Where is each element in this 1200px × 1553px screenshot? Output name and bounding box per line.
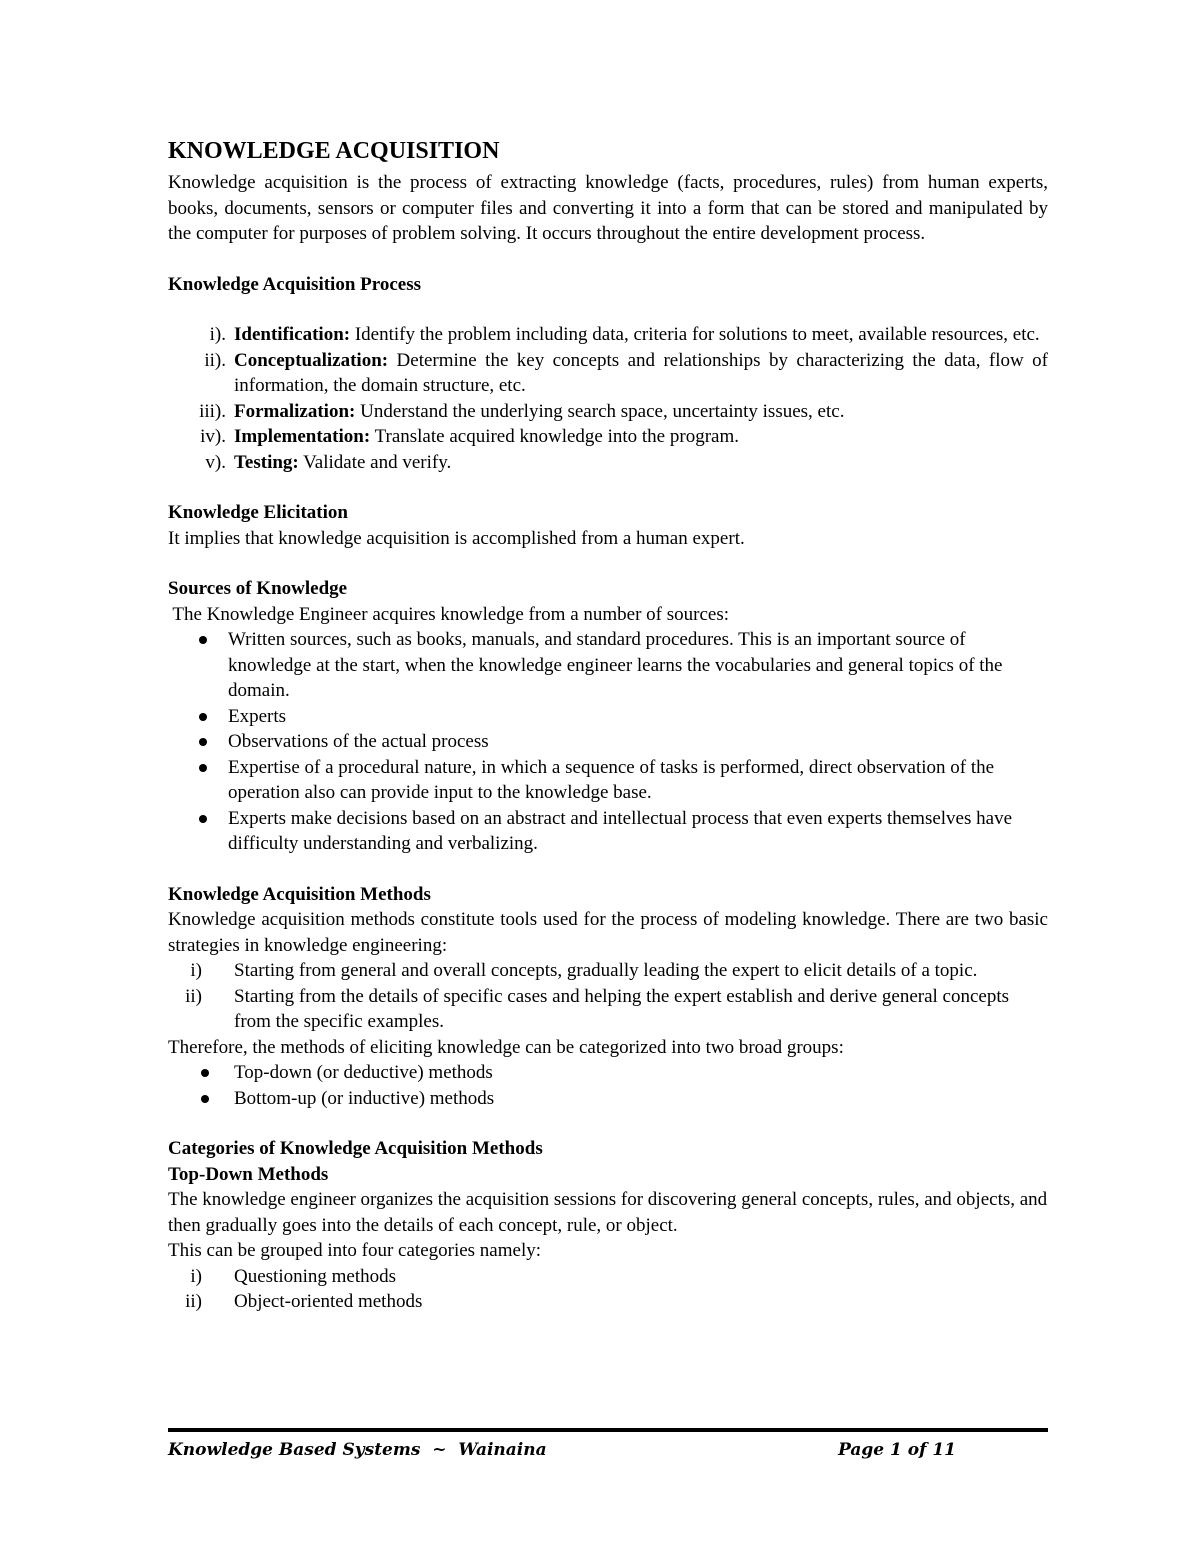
process-step [168,424,1048,450]
bullet-icon [199,636,207,644]
strategies-list [168,958,1048,1035]
process-step [168,399,1048,425]
list-item-text: Expertise of a procedural nature, in which a sequence of tasks is performed, direct observation of the operation also can provide input to the knowledge base. [228,756,995,803]
process-steps-list [168,322,1048,475]
methods-heading: Knowledge Acquisition Methods [168,883,431,905]
top-down-heading: Top-Down Methods [168,1163,329,1185]
list-item-text: Questioning methods [234,1265,397,1287]
list-item [168,1060,1048,1086]
intro-paragraph: Knowledge acquisition is the process of extracting knowledge (facts, procedures, rules) from human experts, books, documents, sensors or computer files and converting it into a form that can be stored and manipulated by the computer for purposes of problem solving. It occurs throughout the entire development process. [168,172,1048,244]
sources-intro: The Knowledge Engineer acquires knowledge from a number of sources: [168,603,730,625]
top-down-grouped: This can be grouped into four categories namely: [168,1240,542,1261]
list-item-text: Experts make decisions based on an abstract and intellectual process that even experts themselves have difficulty understanding and verbalizing. [228,807,1013,854]
bullet-icon [199,815,207,823]
top-down-text: The knowledge engineer organizes the acquisition sessions for discovering general concepts, rules, and objects, and then gradually goes into the details of each concept, rule, or object. [168,1189,1048,1236]
step-text: Determine the key concepts and relationships by characterizing the data, flow of information, the domain structure, etc. [234,349,1048,396]
sources-heading: Sources of Knowledge [168,578,348,599]
list-item [168,806,1048,857]
elicitation-text: It implies that knowledge acquisition is accomplished from a human expert. [168,527,745,549]
methods-intro: Knowledge acquisition methods constitute tools used for the process of modeling knowledge. There are two basic strategies in knowledge engineering: [168,909,1048,956]
methods-therefore: Therefore, the methods of eliciting knowledge can be categorized into two broad groups: [168,1036,844,1058]
list-item [168,1264,1048,1290]
list-item-text: Starting from the details of specific cases and helping the expert establish and derive general concepts from the specific examples. [234,985,1010,1032]
step-marker: i). [209,324,226,345]
step-term: Implementation: [234,426,371,447]
process-step [168,348,1048,399]
groups-list [168,1060,1048,1111]
step-marker: iii). [199,400,226,422]
document-page [168,136,1048,1315]
step-text: Identify the problem including data, criteria for solutions to meet, available resources, etc. [350,324,1040,345]
item-marker: ii) [185,985,202,1007]
footer-left-text: Knowledge Based Systems ~ Wainaina [168,1440,547,1460]
list-item-text: Observations of the actual process [228,731,489,752]
process-step [168,450,1048,476]
list-item-text: Bottom-up (or inductive) methods [234,1087,495,1109]
list-item-text: Starting from general and overall concepts, gradually leading the expert to elicit details of a topic. [234,960,978,981]
step-term: Conceptualization: [234,349,389,371]
bullet-icon [199,738,207,746]
step-term: Testing: [234,451,299,473]
step-term: Formalization: [234,400,356,422]
list-item-text: Experts [228,705,287,727]
elicitation-heading: Knowledge Elicitation [168,502,348,523]
step-text: Translate acquired knowledge into the program. [370,426,739,447]
bullet-icon [201,1069,209,1077]
list-item [168,627,1048,704]
footer-rule [168,1428,1048,1432]
bullet-icon [199,764,207,772]
process-step [168,322,1048,348]
bullet-icon [199,713,207,721]
process-heading: Knowledge Acquisition Process [168,273,421,295]
page-number: Page 1 of 11 [838,1440,956,1460]
sources-list [168,627,1048,857]
step-text: Understand the underlying search space, uncertainty issues, etc. [355,400,845,422]
bullet-icon [201,1095,209,1103]
page-title: KNOWLEDGE ACQUISITION [168,138,500,164]
categories-list [168,1264,1048,1315]
list-item [168,729,1048,755]
list-item-text: Top-down (or deductive) methods [234,1062,493,1083]
item-marker: ii) [185,1291,202,1312]
list-item-text: Object-oriented methods [234,1291,423,1312]
step-marker: v). [205,451,226,473]
page-footer [168,1428,1048,1462]
step-term: Identification: [234,324,351,345]
list-item [168,958,1048,984]
list-item-text: Written sources, such as books, manuals, and standard procedures. This is an important source of knowledge at the start, when the knowledge engineer learns the vocabularies and general topics of the domain. [228,629,1003,701]
step-marker: iv). [200,426,226,447]
list-item [168,755,1048,806]
step-text: Validate and verify. [298,451,452,473]
categories-heading: Categories of Knowledge Acquisition Methods [168,1138,543,1159]
item-marker: i) [190,960,202,981]
item-marker: i) [190,1265,202,1287]
list-item [168,704,1048,730]
list-item [168,1289,1048,1315]
step-marker: ii). [204,349,226,371]
list-item [168,1086,1048,1112]
list-item [168,984,1048,1035]
